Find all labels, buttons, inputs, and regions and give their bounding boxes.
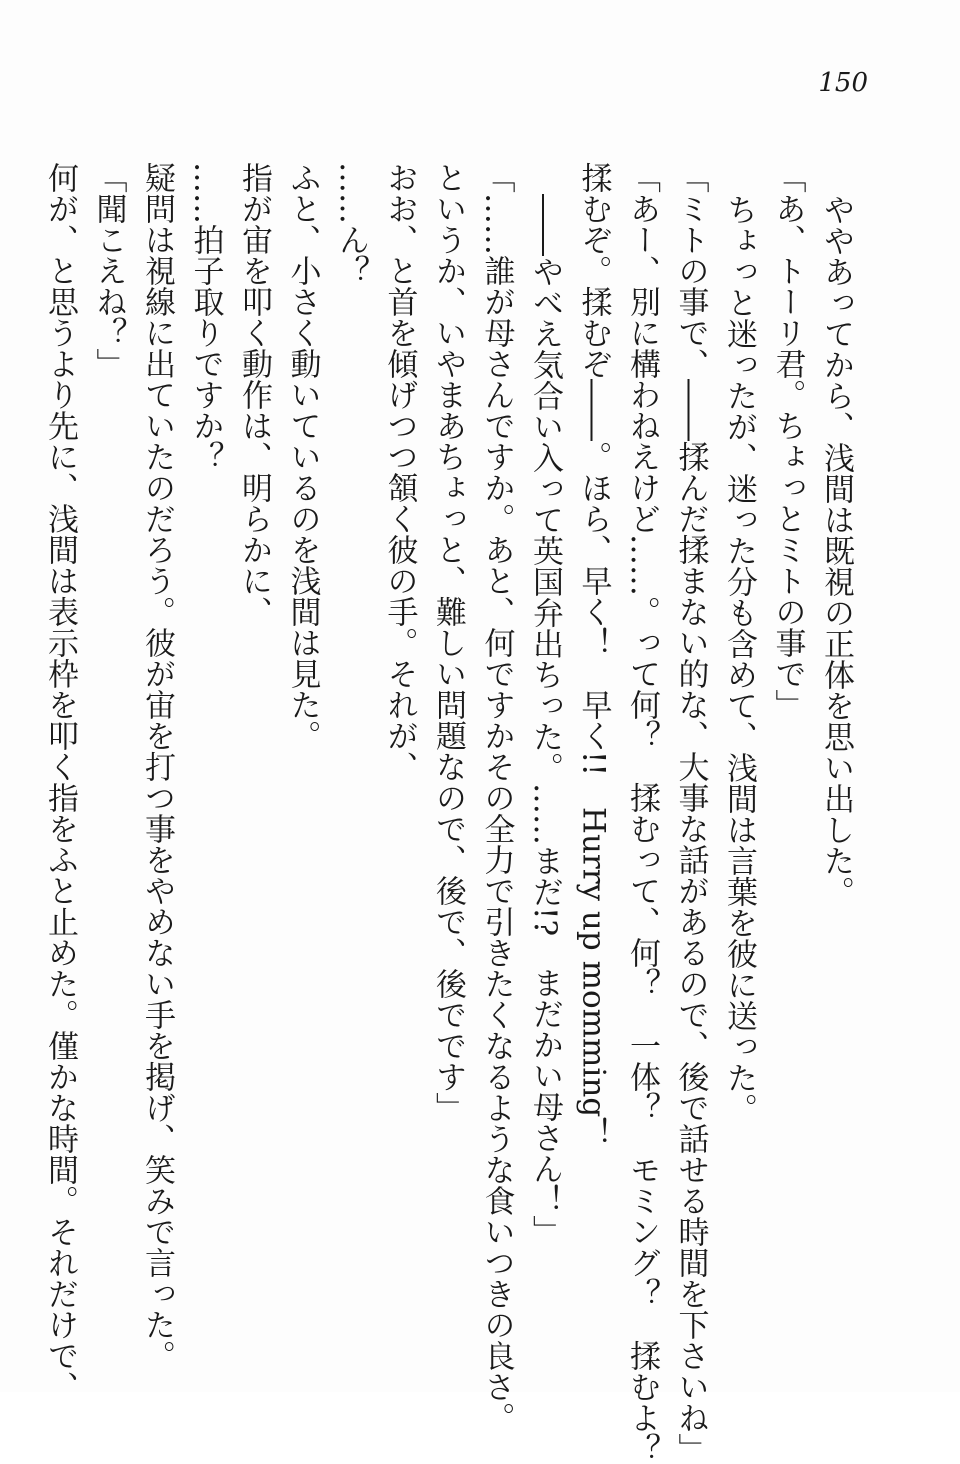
body-text bbox=[42, 162, 860, 1464]
text-line: ややあってから、浅間は既視の正体を思い出した。 bbox=[818, 194, 854, 907]
text-line: おお、と首を傾げつつ頷く彼の手。それが、 bbox=[381, 162, 418, 782]
text-line: 「ミトの事で、――揉んだ揉まない的な、大事な話があるので、後で話せる時間を下さいね」 bbox=[672, 162, 709, 1464]
page-number: 150 bbox=[818, 68, 868, 98]
text-line: 「あ、トーリ君。ちょっとミトの事で」 bbox=[769, 162, 806, 720]
text-line: 何が、と思うより先に、浅間は表示枠を叩く指をふと止めた。僅かな時間。それだけで、 bbox=[42, 162, 78, 1402]
text-line: ちょっと迷ったが、迷った分も含めて、浅間は言葉を彼に送った。 bbox=[721, 194, 757, 1124]
text-line: 「……誰が母さんですか。あと、何ですかその全力で引きたくなるような食いつきの良さ。 bbox=[478, 162, 515, 1433]
text-line: 「聞こえね？」 bbox=[90, 162, 127, 379]
text-line: ……拍子取りですか？ bbox=[187, 162, 224, 472]
text-line: 疑問は視線に出ていたのだろう。彼が宙を打つ事をやめない手を掲げ、笑みで言った。 bbox=[139, 162, 175, 1371]
text-line: 「あー、別に構わねえけど……。って何？ 揉むって、何？ 一体？ モミング？ 揉むよ？ bbox=[624, 162, 660, 1464]
text-line: というか、いやまあちょっと、難しい問題なので、後で、後でです」 bbox=[430, 162, 466, 1123]
text-line: 揉むぞ。揉むぞ――。ほら、早く！ 早く!! Hurry up momming！ bbox=[575, 162, 612, 1149]
text-line: 指が宙を叩く動作は、明らかに、 bbox=[236, 162, 272, 627]
text-line: ふと、小さく動いているのを浅間は見た。 bbox=[284, 162, 321, 751]
text-line: ――やべえ気合い入って英国弁出ちった。……まだ!? まだかい母さん！」 bbox=[527, 194, 563, 1247]
text-line: ……ん？ bbox=[333, 162, 369, 286]
